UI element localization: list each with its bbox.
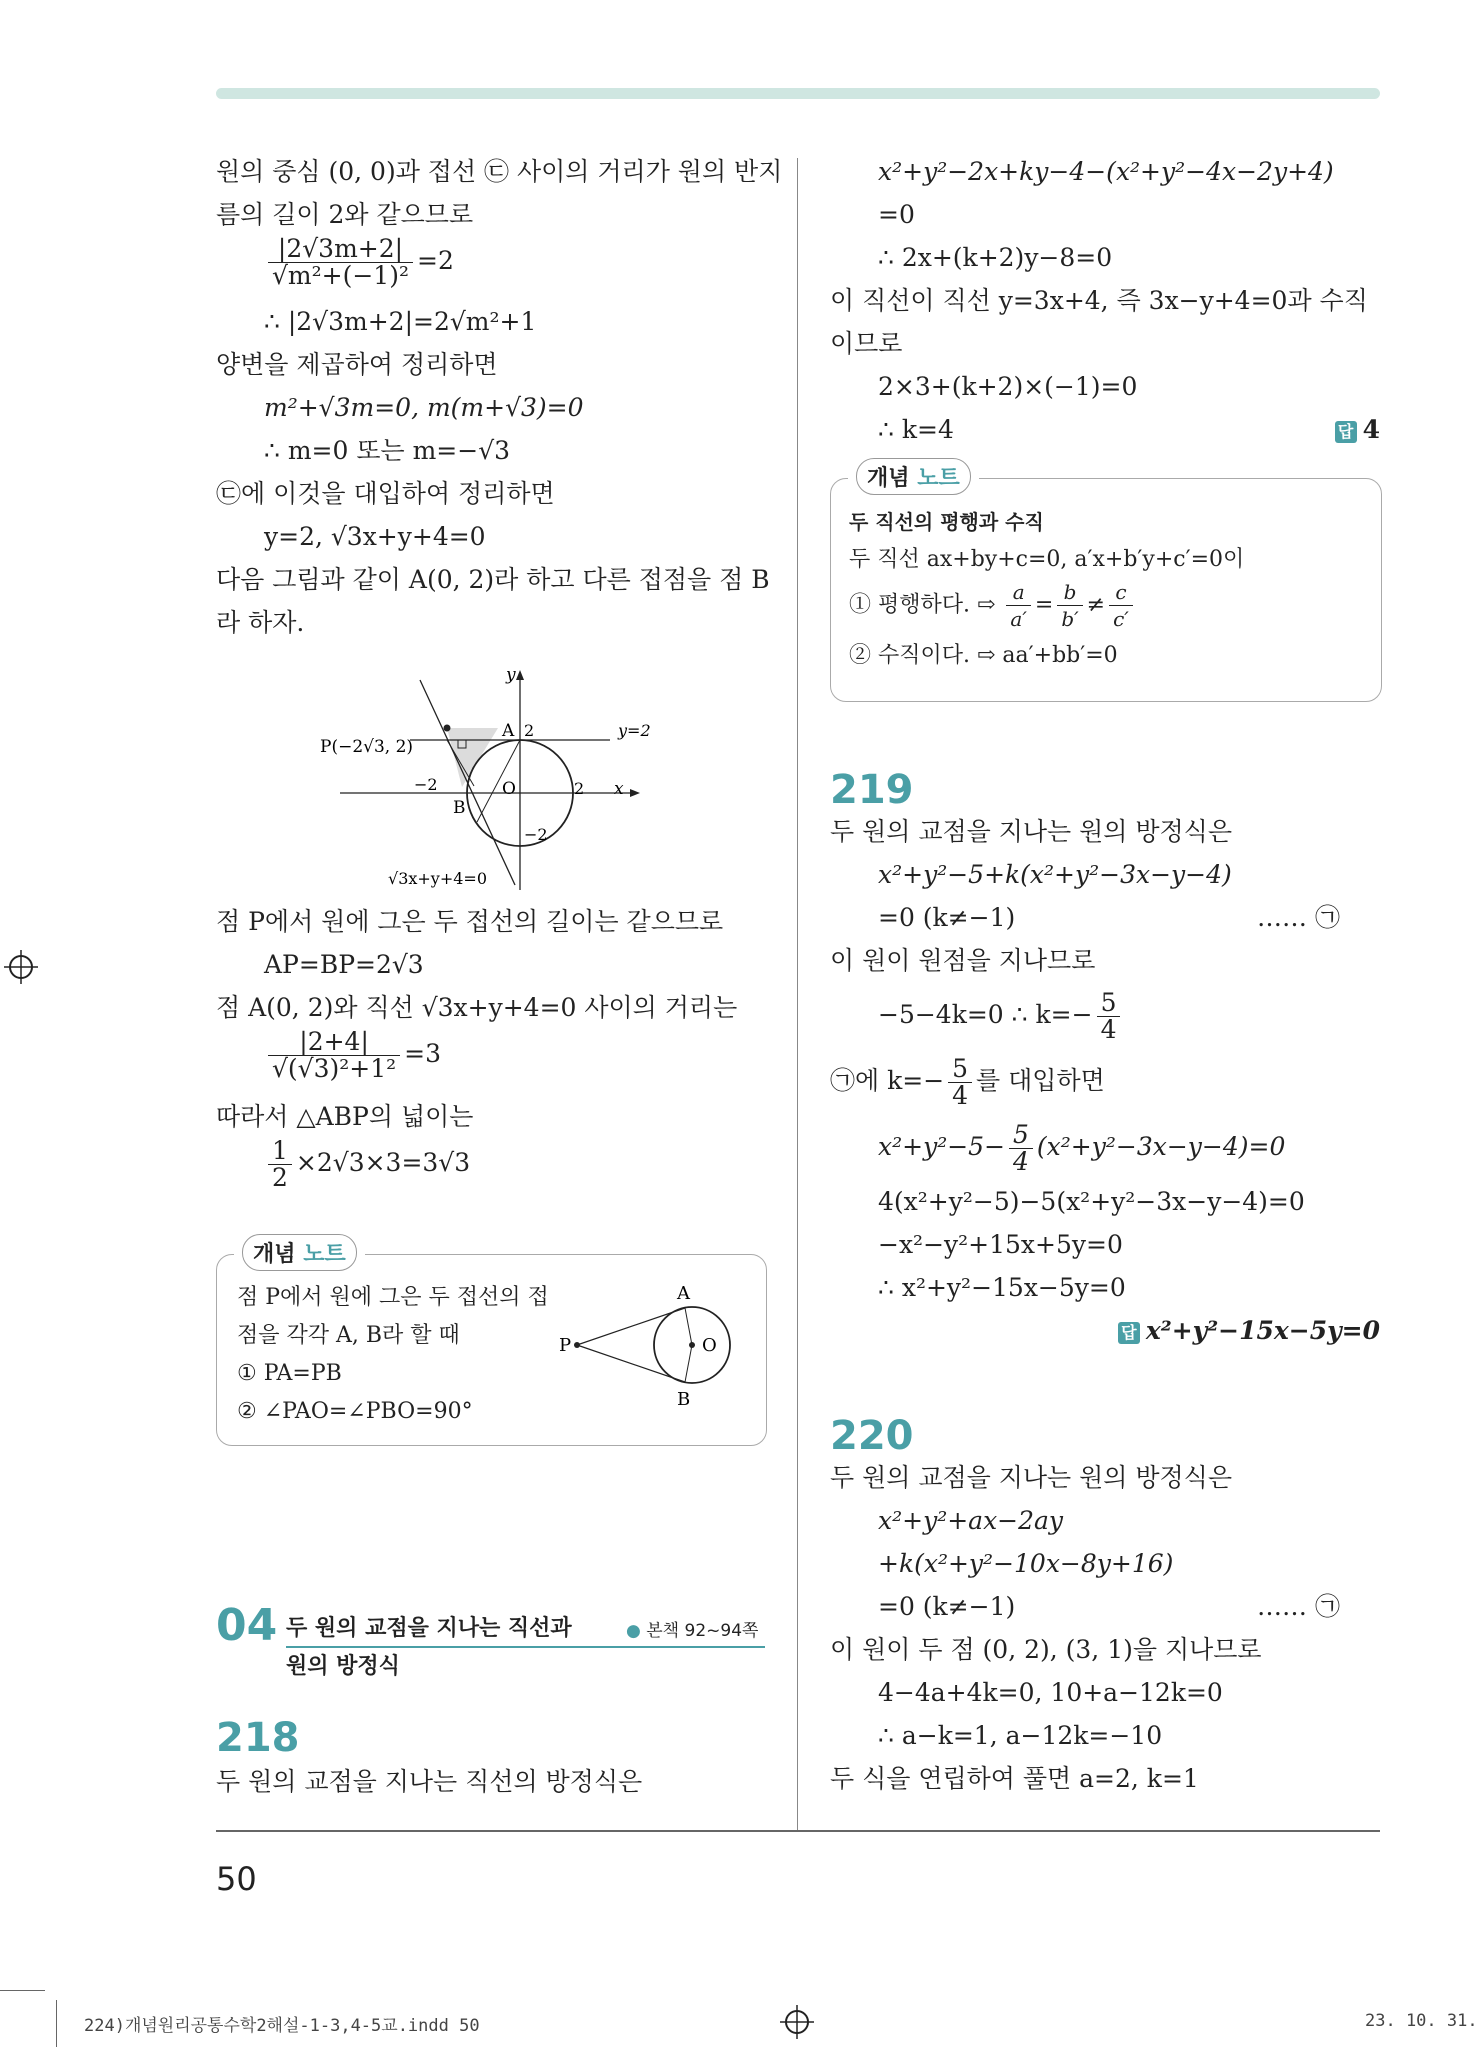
answer-value: 4 — [1362, 415, 1380, 444]
y-label: y — [506, 665, 516, 685]
answer-218 — [1335, 408, 1380, 451]
section-underline — [286, 1646, 765, 1648]
tangent-PB — [577, 1345, 685, 1382]
text-line: 이므로 — [830, 329, 903, 358]
text-line — [830, 1048, 1380, 1114]
problem-219-body — [830, 810, 1380, 1352]
label-y2: y=2 — [618, 721, 651, 740]
answer-tag: 답 — [1335, 421, 1357, 443]
substitute-pre: ㉠에 k=− — [830, 1066, 945, 1095]
equation-tag: …… ㉠ — [1257, 1592, 1340, 1621]
label-O: O — [702, 1335, 717, 1356]
note-title-2 — [848, 458, 979, 495]
right-column — [830, 150, 1380, 451]
radius-OA — [685, 1308, 692, 1345]
point-O — [689, 1342, 695, 1348]
frac-denominator: 4 — [952, 1081, 969, 1110]
frac-denominator: √(√3)²+1² — [272, 1054, 397, 1083]
note-heading: 두 직선의 평행과 수직 — [849, 510, 1044, 534]
frac-denominator: a′ — [1010, 607, 1027, 631]
label-A: A — [677, 1283, 690, 1304]
text-line: 따라서 △ABP의 넓이는 — [216, 1102, 474, 1131]
math-line: −x²−y²+15x+5y=0 — [878, 1230, 1123, 1259]
text-line: 두 식을 연립하여 풀면 a=2, k=1 — [830, 1764, 1199, 1793]
label-2right: 2 — [574, 779, 585, 798]
note-line: ② ∠PAO=∠PBO=90° — [237, 1399, 473, 1424]
concept-note-2 — [830, 478, 1382, 702]
x-label: x — [614, 779, 624, 799]
problem-218-body — [216, 1760, 642, 1803]
frac-numerator: b — [1057, 579, 1082, 606]
note-parallel-line: ① 평행하다. ⇨ $\frac{a}{a'}$ = $\frac{b}{b'}$ ≠ $\frac{c}{c'}$ — [849, 579, 1244, 637]
math-line: +k(x²+y²−10x−8y+16) — [878, 1549, 1174, 1578]
text-line: 두 원의 교점을 지나는 직선의 방정식은 — [216, 1767, 643, 1796]
note-title-a: 개념 — [867, 466, 910, 491]
math-line: y=2, √3x+y+4=0 — [264, 522, 486, 551]
answer-value: x²+y²−15x−5y=0 — [1145, 1316, 1380, 1345]
k-solve: −5−4k=0 ∴ k=− — [878, 1000, 1093, 1029]
problem-number-220: 220 — [830, 1413, 914, 1459]
equation-tag: …… ㉠ — [1257, 903, 1340, 932]
x-arrow — [630, 789, 640, 797]
frac-denominator: 4 — [1013, 1147, 1029, 1176]
bottom-rule — [216, 1830, 1380, 1832]
math-line: m²+√3m=0, m(m+√3)=0 — [264, 393, 584, 422]
text-line: 두 원의 교점을 지나는 원의 방정식은 — [830, 817, 1232, 846]
note-line: 두 직선 ax+by+c=0, a′x+b′y+c′=0이 — [849, 547, 1245, 572]
math-line: x²+y²−5+k(x²+y²−3x−y−4) — [878, 860, 1232, 889]
frac-denominator: b′ — [1061, 607, 1079, 631]
label-B: B — [677, 1389, 691, 1410]
math-line — [830, 982, 1380, 1048]
note-line: ② 수직이다. ⇨ aa′+bb′=0 — [849, 643, 1118, 668]
radius-OB — [685, 1345, 692, 1382]
frac-denominator: c′ — [1113, 607, 1129, 631]
k-result: ∴ k=4 — [878, 415, 954, 444]
frac-numerator: |2√3m+2| — [268, 236, 413, 263]
text-line: 름의 길이 2와 같으므로 — [216, 200, 474, 229]
point-P — [444, 725, 451, 732]
math-line: AP=BP=2√3 — [264, 950, 424, 979]
frac-numerator: 1 — [268, 1138, 292, 1165]
top-decor-bar — [216, 88, 1380, 99]
note-parallel-label: ① 평행하다. ⇨ — [849, 592, 996, 618]
answer-tag: 답 — [1118, 1322, 1140, 1344]
registration-mark-left — [4, 950, 38, 984]
math-line: ∴ a−k=1, a−12k=−10 — [878, 1721, 1163, 1750]
registration-mark-bottom — [780, 2005, 814, 2039]
frac-numerator: |2+4| — [268, 1029, 400, 1056]
math-line: x²+y²+ax−2ay — [878, 1506, 1064, 1535]
left-column — [216, 150, 783, 644]
text-line: 라 하자. — [216, 608, 305, 637]
problem-number-219: 219 — [830, 767, 914, 813]
section-title-1: 두 원의 교점을 지나는 직선과 — [286, 1616, 572, 1641]
frac-eq: =2 — [417, 246, 454, 275]
label-neg2b: −2 — [524, 825, 548, 844]
point-P — [574, 1342, 580, 1348]
note-title-a: 개념 — [253, 1242, 296, 1267]
area-rest: ×2√3×3=3√3 — [295, 1148, 471, 1177]
math-line: x²+y²−2x+ky−4−(x²+y²−4x−2y+4) — [878, 157, 1334, 186]
section-ref: ● 본책 92~94쪽 — [626, 1621, 759, 1641]
math-line — [830, 408, 1380, 451]
text-line: 이 원이 두 점 (0, 2), (3, 1)을 지나므로 — [830, 1635, 1262, 1664]
k-condition: =0 (k≠−1) — [878, 1592, 1016, 1621]
frac-denominator: 2 — [272, 1163, 288, 1192]
column-divider — [797, 158, 798, 1830]
page-number: 50 — [216, 1860, 257, 1898]
text-line: 이 직선이 직선 y=3x+4, 즉 3x−y+4=0과 수직 — [830, 286, 1368, 315]
math-line: ∴ |2√3m+2|=2√m²+1 — [264, 307, 537, 336]
frac-denominator: 4 — [1100, 1015, 1117, 1044]
math-line: ∴ x²+y²−15x−5y=0 — [878, 1273, 1126, 1302]
left-column-2 — [216, 900, 776, 1204]
tangent-PA — [577, 1308, 685, 1345]
note-title-1 — [234, 1234, 365, 1271]
frac-numerator: 5 — [948, 1056, 972, 1083]
math-line: 4(x²+y²−5)−5(x²+y²−3x−y−4)=0 — [878, 1187, 1305, 1216]
note-title-b: 노트 — [917, 466, 960, 491]
substitute-post: 를 대입하면 — [976, 1066, 1105, 1095]
text-line: 점 A(0, 2)와 직선 √3x+y+4=0 사이의 거리는 — [216, 993, 738, 1022]
label-A: A — [502, 721, 515, 741]
math-line — [830, 1585, 1380, 1628]
frac-numerator: 5 — [1097, 990, 1121, 1017]
expand-post: (x²+y²−3x−y−4)=0 — [1036, 1132, 1286, 1161]
label-tangent-eq: √3x+y+4=0 — [388, 869, 488, 888]
distance-fraction-2 — [216, 1029, 776, 1095]
note-title-b: 노트 — [303, 1242, 346, 1267]
frac-eq: =3 — [404, 1039, 442, 1068]
math-line — [830, 1114, 1380, 1180]
section-number: 04 — [216, 1600, 278, 1651]
distance-fraction — [216, 236, 776, 300]
note-line: 점을 각각 A, B라 할 때 — [237, 1323, 460, 1348]
text-line: 다음 그림과 같이 A(0, 2)라 하고 다른 접점을 점 B — [216, 565, 770, 594]
label-P: P — [559, 1335, 572, 1356]
note-body — [237, 1279, 549, 1431]
math-line: 4−4a+4k=0, 10+a−12k=0 — [878, 1678, 1223, 1707]
footer-date: 23. 10. 31. — [1365, 2011, 1478, 2031]
expand-pre: x²+y²−5− — [878, 1132, 1006, 1161]
y-arrow — [516, 670, 524, 680]
text-line: 양변을 제곱하여 정리하면 — [216, 350, 498, 379]
crop-mark — [0, 1990, 45, 1991]
math-line: ∴ m=0 또는 m=−√3 — [264, 436, 511, 465]
area-line — [216, 1138, 776, 1204]
answer-219 — [830, 1309, 1380, 1352]
frac-numerator: c — [1109, 579, 1133, 606]
text-line: ㉢에 이것을 대입하여 정리하면 — [216, 479, 555, 508]
text-line: 이 원이 원점을 지나므로 — [830, 946, 1096, 975]
label-P: P(−2√3, 2) — [320, 737, 414, 757]
problem-number-218: 218 — [216, 1715, 300, 1761]
section-ref-text: 본책 92~94쪽 — [646, 1621, 759, 1641]
math-line: 2×3+(k+2)×(−1)=0 — [878, 372, 1138, 401]
tangent-figure — [310, 660, 690, 900]
frac-numerator: 5 — [1009, 1122, 1033, 1149]
section-header — [216, 1600, 765, 1680]
note-line: 점 P에서 원에 그은 두 접선의 접 — [237, 1285, 549, 1310]
text-line: 두 원의 교점을 지나는 원의 방정식은 — [830, 1463, 1232, 1492]
section-title-2: 원의 방정식 — [286, 1654, 400, 1679]
label-B: B — [453, 798, 466, 818]
shaded-triangle — [447, 728, 498, 787]
math-line: =0 — [878, 200, 915, 229]
crop-mark — [56, 2000, 57, 2047]
note-body — [849, 503, 1244, 675]
label-neg2: −2 — [414, 775, 438, 794]
footer-file: 224)개념원리공통수학2해설-1-3,4-5교.indd 50 — [84, 2016, 480, 2036]
label-2top: 2 — [524, 721, 535, 740]
k-condition: =0 (k≠−1) — [878, 903, 1016, 932]
frac-numerator: a — [1006, 579, 1030, 606]
label-O: O — [502, 779, 516, 799]
concept-note-1 — [216, 1254, 767, 1446]
math-line: ∴ 2x+(k+2)y−8=0 — [878, 243, 1113, 272]
text-line: 원의 중심 (0, 0)과 접선 ㉢ 사이의 거리가 원의 반지 — [216, 157, 783, 186]
problem-220-body — [830, 1456, 1380, 1800]
frac-denominator: √m²+(−1)² — [272, 261, 409, 290]
text-line: 점 P에서 원에 그은 두 접선의 길이는 같으므로 — [216, 907, 724, 936]
note-line: ① PA=PB — [237, 1361, 342, 1386]
tangent-note-figure — [559, 1283, 757, 1425]
math-line — [830, 896, 1380, 939]
